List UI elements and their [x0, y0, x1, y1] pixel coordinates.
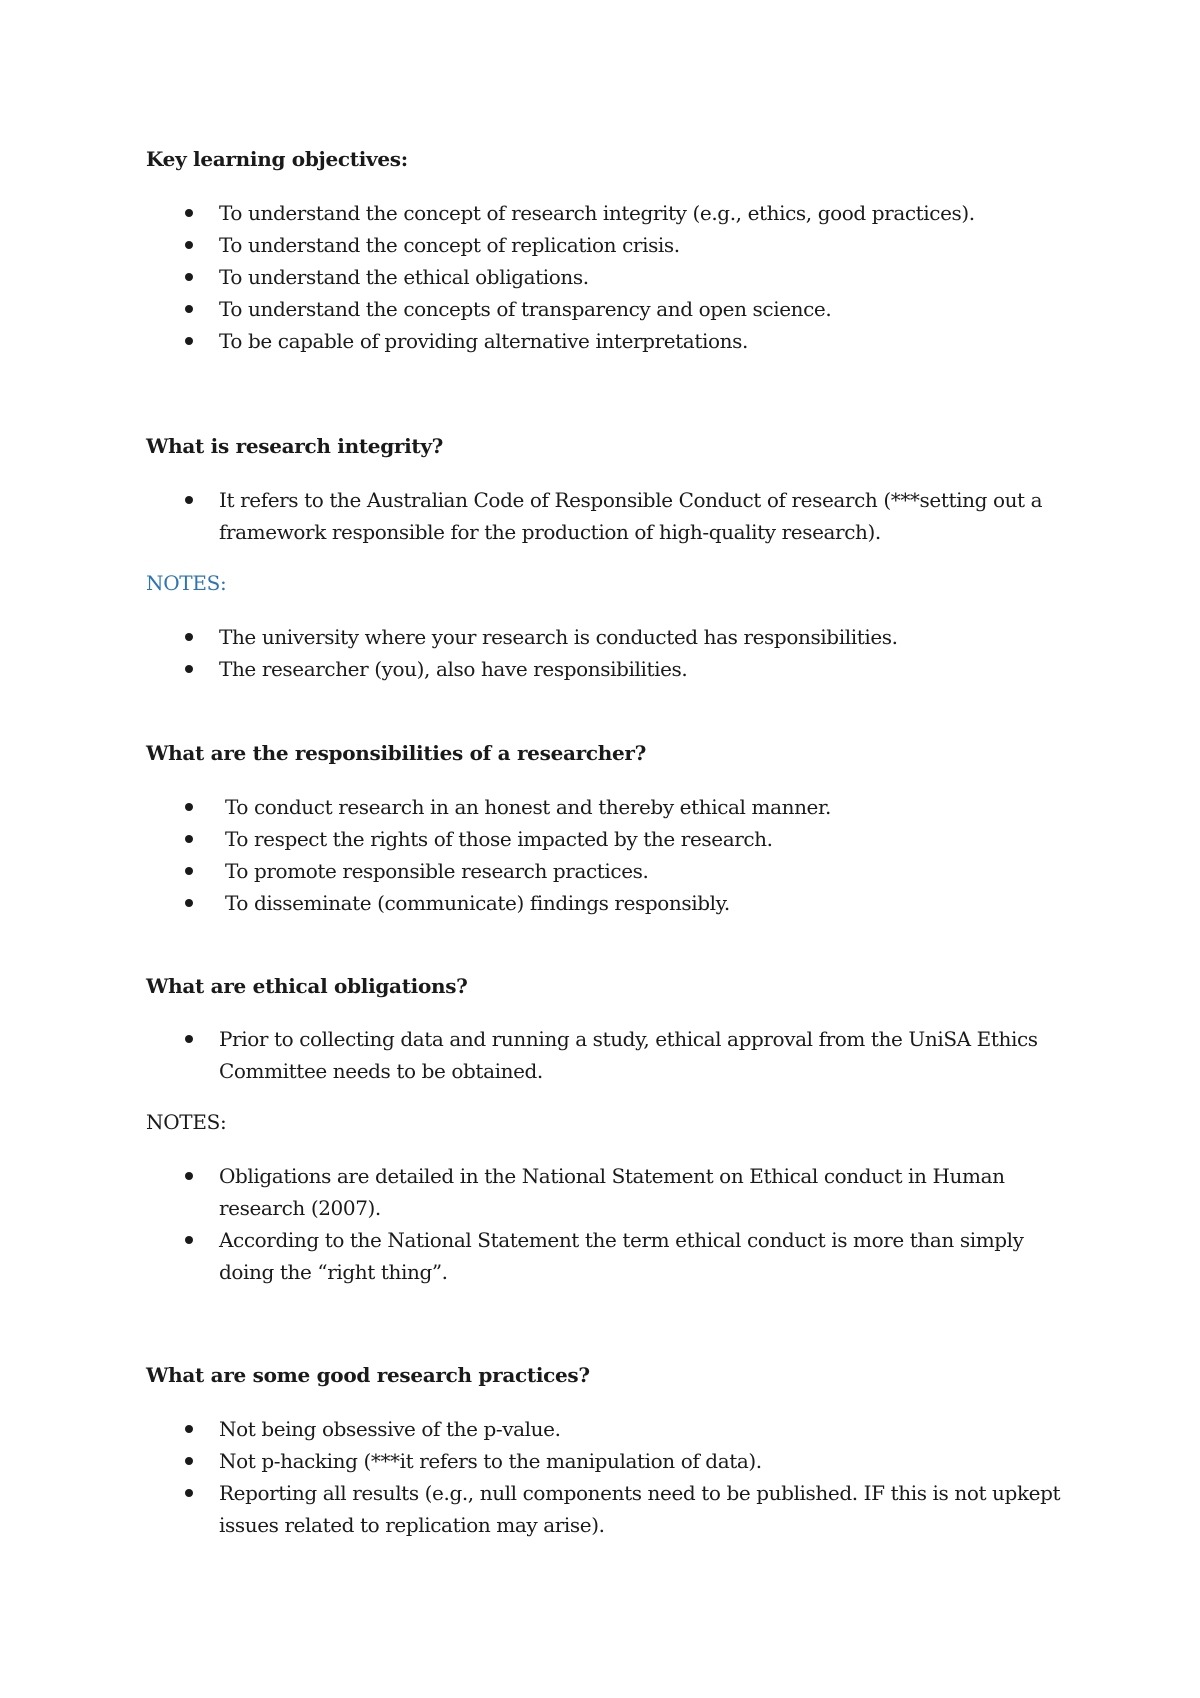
list-item: Reporting all results (e.g., null components need to be published. IF this is not upkept issues related to replication may arise). — [0, 1477, 1200, 1541]
bullet-icon — [185, 496, 193, 504]
list-item: It refers to the Australian Code of Responsible Conduct of research (***setting out a framework responsible for the production of high-quality research). — [0, 484, 1200, 548]
bullet-icon — [185, 867, 193, 875]
list-item: To promote responsible research practices. — [0, 855, 1200, 887]
list-item: To understand the concept of research integrity (e.g., ethics, good practices). — [0, 197, 1200, 229]
bullet-icon — [185, 273, 193, 281]
list-item: The university where your research is conducted has responsibilities. — [0, 621, 1200, 653]
practices-list — [0, 1413, 1200, 1541]
bullet-icon — [185, 1425, 193, 1433]
bullet-icon — [185, 899, 193, 907]
ethical-notes-list — [0, 1160, 1200, 1288]
list-item: To understand the concept of replication crisis. — [0, 229, 1200, 261]
bullet-icon — [185, 1457, 193, 1465]
bullet-icon — [185, 665, 193, 673]
bullet-icon — [185, 803, 193, 811]
list-item: Not p-hacking (***it refers to the manipulation of data). — [0, 1445, 1200, 1477]
integrity-list — [0, 484, 1200, 548]
list-item: To understand the concepts of transparency and open science. — [0, 293, 1200, 325]
responsibilities-list — [0, 791, 1200, 919]
list-item: To conduct research in an honest and thereby ethical manner. — [0, 791, 1200, 823]
list-item: To respect the rights of those impacted by the research. — [0, 823, 1200, 855]
list-item: Not being obsessive of the p-value. — [0, 1413, 1200, 1445]
ethical-list — [0, 1023, 1200, 1087]
objectives-list — [0, 197, 1200, 357]
list-item: The researcher (you), also have responsibilities. — [0, 653, 1200, 685]
ethical-heading: What are ethical obligations? — [146, 974, 468, 998]
list-item: To understand the ethical obligations. — [0, 261, 1200, 293]
responsibilities-heading: What are the responsibilities of a researcher? — [146, 741, 647, 765]
bullet-icon — [185, 337, 193, 345]
integrity-notes-list — [0, 621, 1200, 685]
list-item: To be capable of providing alternative interpretations. — [0, 325, 1200, 357]
list-item: To disseminate (communicate) findings responsibly. — [0, 887, 1200, 919]
bullet-icon — [185, 241, 193, 249]
bullet-icon — [185, 1489, 193, 1497]
bullet-icon — [185, 1172, 193, 1180]
bullet-icon — [185, 1035, 193, 1043]
integrity-notes-label: NOTES: — [146, 571, 227, 595]
bullet-icon — [185, 633, 193, 641]
ethical-notes-label: NOTES: — [146, 1110, 227, 1134]
list-item: Prior to collecting data and running a study, ethical approval from the UniSA Ethics Committee needs to be obtained. — [0, 1023, 1200, 1087]
bullet-icon — [185, 209, 193, 217]
list-item: Obligations are detailed in the National Statement on Ethical conduct in Human research (2007). — [0, 1160, 1200, 1224]
practices-heading: What are some good research practices? — [146, 1363, 590, 1387]
bullet-icon — [185, 835, 193, 843]
integrity-heading: What is research integrity? — [146, 434, 444, 458]
objectives-heading: Key learning objectives: — [146, 147, 408, 171]
bullet-icon — [185, 1236, 193, 1244]
bullet-icon — [185, 305, 193, 313]
list-item: According to the National Statement the term ethical conduct is more than simply doing the “right thing”. — [0, 1224, 1200, 1288]
